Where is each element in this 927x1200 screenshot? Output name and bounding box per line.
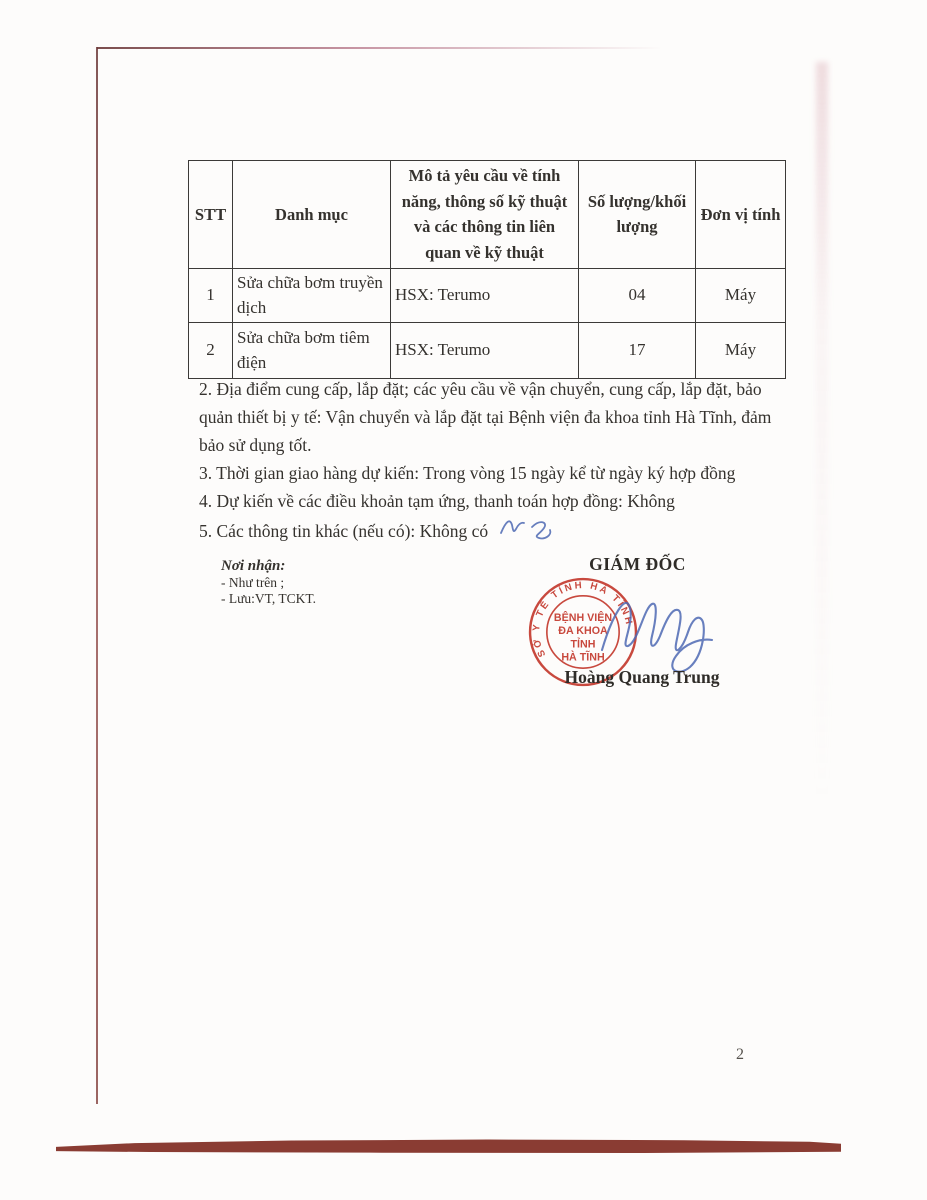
table-row bbox=[189, 268, 786, 322]
header-don-vi: Đơn vị tính bbox=[696, 161, 786, 269]
director-title: GIÁM ĐỐC bbox=[589, 554, 686, 574]
clause-list bbox=[199, 375, 798, 545]
stamp-center-line: TỈNH bbox=[570, 638, 596, 651]
clause-2: 2. Địa điểm cung cấp, lắp đặt; các yêu cầu về vận chuyển, cung cấp, lắp đặt, bảo quản thiết bị y tế: Vận chuyển và lắp đặt tại Bệnh viện đa khoa tỉnh Hà Tĩnh, đảm bảo sử dụng tốt. bbox=[199, 379, 772, 455]
stamp-center-line: ĐA KHOA bbox=[558, 625, 608, 638]
header-mo-ta: Mô tả yêu cầu về tính năng, thông số kỹ thuật và các thông tin liên quan về kỹ thuật bbox=[391, 161, 579, 269]
handwritten-signature bbox=[596, 582, 728, 678]
director-name: Hoàng Quang Trung bbox=[564, 667, 720, 687]
cell-so-luong: 04 bbox=[579, 268, 696, 322]
stamp-center-line: HÀ TĨNH bbox=[561, 651, 605, 664]
cell-don-vi: Máy bbox=[696, 268, 786, 322]
page-edge-bottom-band bbox=[56, 1137, 841, 1153]
recipients-title: Nơi nhận: bbox=[221, 558, 286, 574]
stamp-ring-text: SỞ Y TẾ TỈNH HÀ TĨNH bbox=[531, 579, 635, 659]
header-stt: STT bbox=[189, 161, 233, 269]
cell-stt: 1 bbox=[189, 268, 233, 322]
cell-so-luong: 17 bbox=[579, 323, 696, 379]
cell-mo-ta: HSX: Terumo bbox=[391, 323, 579, 379]
header-danh-muc: Danh mục bbox=[233, 161, 391, 269]
recipient-line: - Lưu:VT, TCKT. bbox=[221, 591, 317, 606]
clause-5 bbox=[199, 515, 798, 545]
clause-3: 3. Thời gian giao hàng dự kiến: Trong vòng 15 ngày kể từ ngày ký hợp đồng bbox=[199, 463, 736, 483]
cell-stt: 2 bbox=[189, 323, 233, 379]
page-edge-top-line bbox=[97, 47, 662, 49]
page-edge-left-line bbox=[96, 47, 98, 1104]
ink-initials-mark bbox=[498, 515, 558, 541]
scan-smudge bbox=[816, 62, 828, 802]
stamp-center-line: BỆNH VIỆN bbox=[553, 611, 613, 624]
cell-danh-muc: Sửa chữa bơm tiêm điện bbox=[233, 323, 391, 379]
clause-5-text: 5. Các thông tin khác (nếu có): Không có bbox=[199, 521, 489, 541]
recipients-block bbox=[221, 558, 316, 607]
cell-don-vi: Máy bbox=[696, 323, 786, 379]
cell-danh-muc: Sửa chữa bơm truyền dịch bbox=[233, 268, 391, 322]
table-row bbox=[189, 323, 786, 379]
page-number: 2 bbox=[736, 1046, 744, 1063]
header-so-luong: Số lượng/khối lượng bbox=[579, 161, 696, 269]
cell-mo-ta: HSX: Terumo bbox=[391, 268, 579, 322]
equipment-table bbox=[188, 160, 786, 379]
table-header-row bbox=[189, 161, 786, 269]
recipient-line: - Như trên ; bbox=[221, 575, 285, 590]
clause-4: 4. Dự kiến về các điều khoản tạm ứng, thanh toán hợp đồng: Không bbox=[199, 491, 675, 511]
